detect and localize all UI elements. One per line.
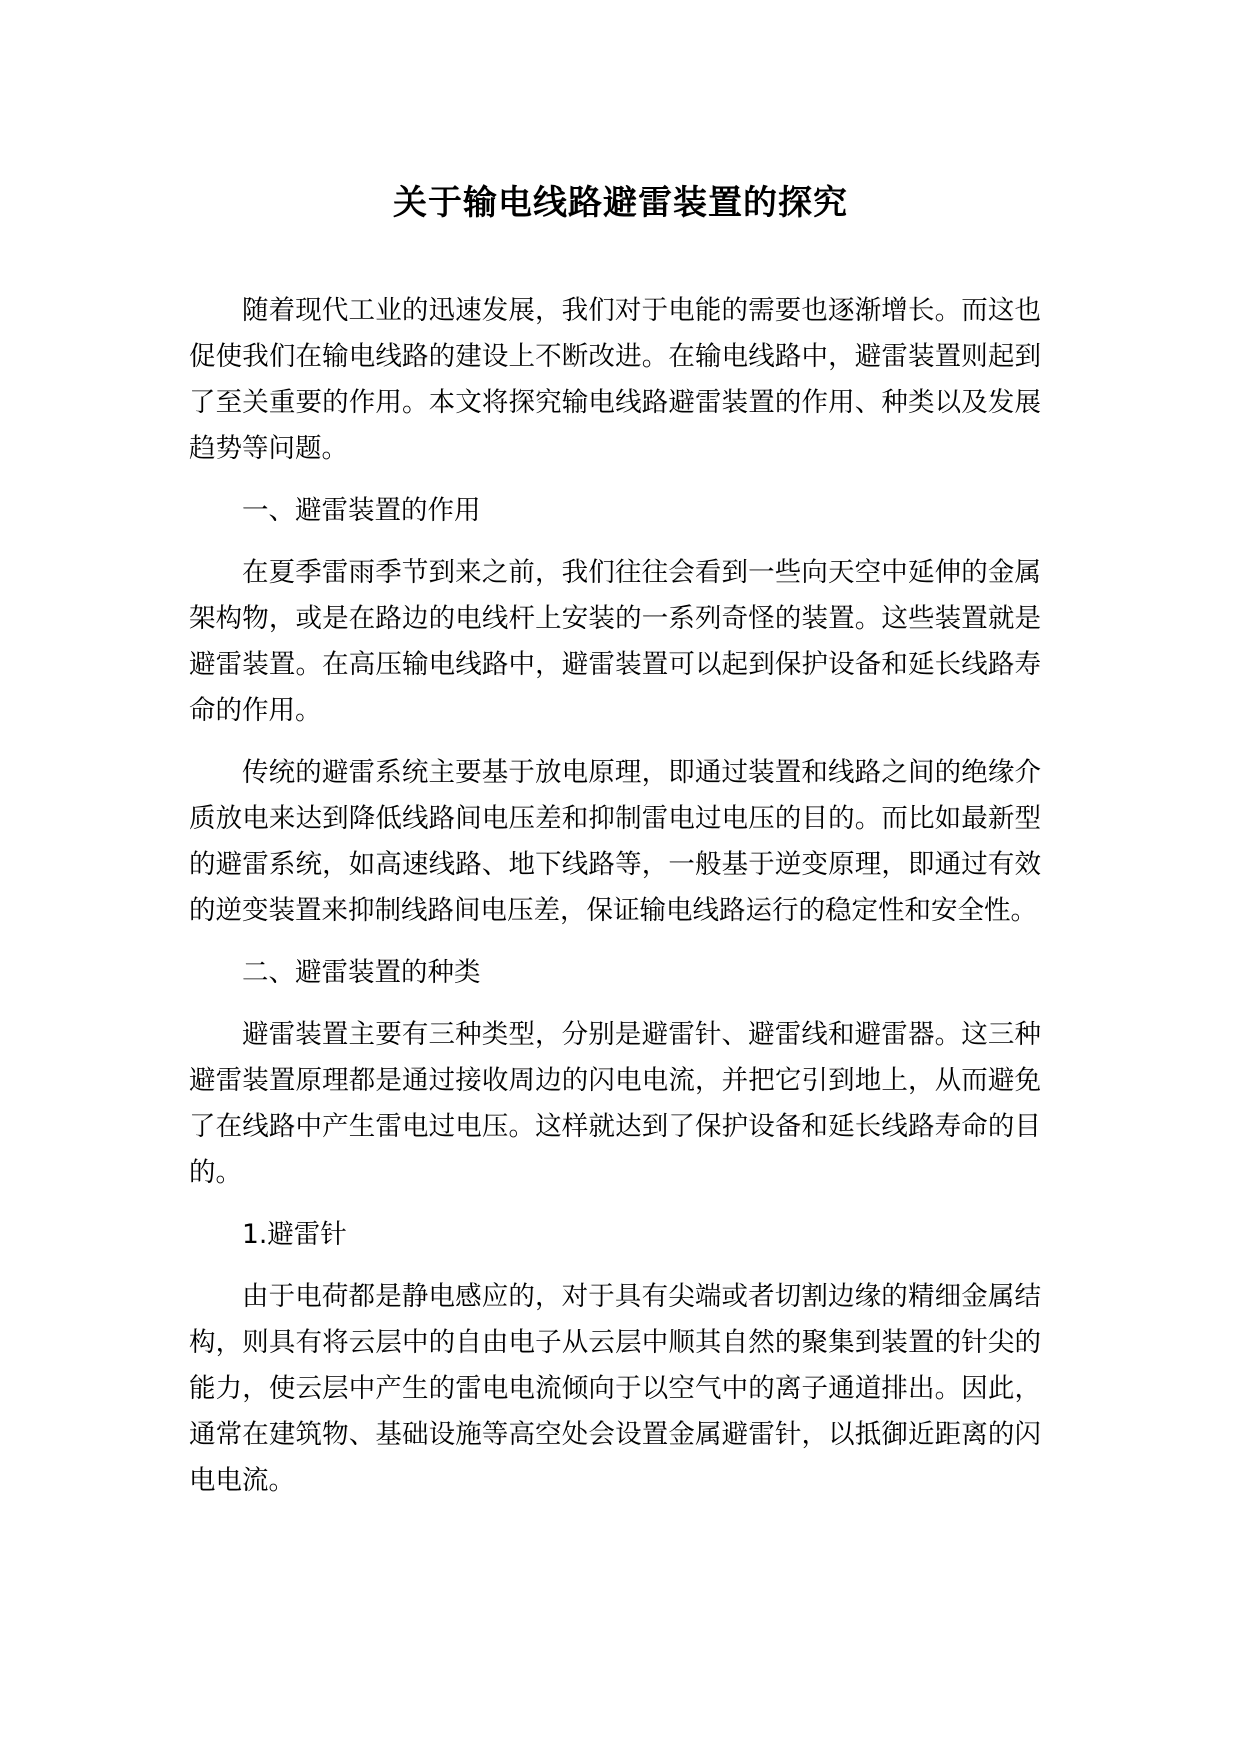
- paragraph-lightning-rod: 由于电荷都是静电感应的，对于具有尖端或者切割边缘的精细金属结构，则具有将云层中的自由电子从云层中顺其自然的聚集到装置的针尖的能力，使云层中产生的雷电电流倾向于以空气中的离子通道排出。因此，通常在建筑物、基础设施等高空处会设置金属避雷针，以抵御近距离的闪电电流。: [189, 1281, 1041, 1496]
- paragraph-role-2: 传统的避雷系统主要基于放电原理，即通过装置和线路之间的绝缘介质放电来达到降低线路间电压差和抑制雷电过电压的目的。而比如最新型的避雷系统，如高速线路、地下线路等，一般基于逆变原理，即通过有效的逆变装置来抑制线路间电压差，保证输电线路运行的稳定性和安全性。: [189, 757, 1041, 926]
- document-title: 关于输电线路避雷装置的探究: [393, 183, 848, 223]
- section-heading-2: 二、避雷装置的种类: [242, 957, 481, 988]
- section-heading-1: 一、避雷装置的作用: [242, 495, 481, 526]
- paragraph-role-1: 在夏季雷雨季节到来之前，我们往往会看到一些向天空中延伸的金属架构物，或是在路边的电线杆上安装的一系列奇怪的装置。这些装置就是避雷装置。在高压输电线路中，避雷装置可以起到保护设备和延长线路寿命的作用。: [189, 557, 1041, 726]
- subsection-heading-lightning-rod: 1.避雷针: [242, 1219, 347, 1250]
- document-body: [189, 288, 1041, 1520]
- paragraph-types: 避雷装置主要有三种类型，分别是避雷针、避雷线和避雷器。这三种避雷装置原理都是通过接收周边的闪电电流，并把它引到地上，从而避免了在线路中产生雷电过电压。这样就达到了保护设备和延长线路寿命的目的。: [189, 1019, 1041, 1188]
- paragraph-intro: 随着现代工业的迅速发展，我们对于电能的需要也逐渐增长。而这也促使我们在输电线路的建设上不断改进。在输电线路中，避雷装置则起到了至关重要的作用。本文将探究输电线路避雷装置的作用、种类以及发展趋势等问题。: [189, 295, 1041, 464]
